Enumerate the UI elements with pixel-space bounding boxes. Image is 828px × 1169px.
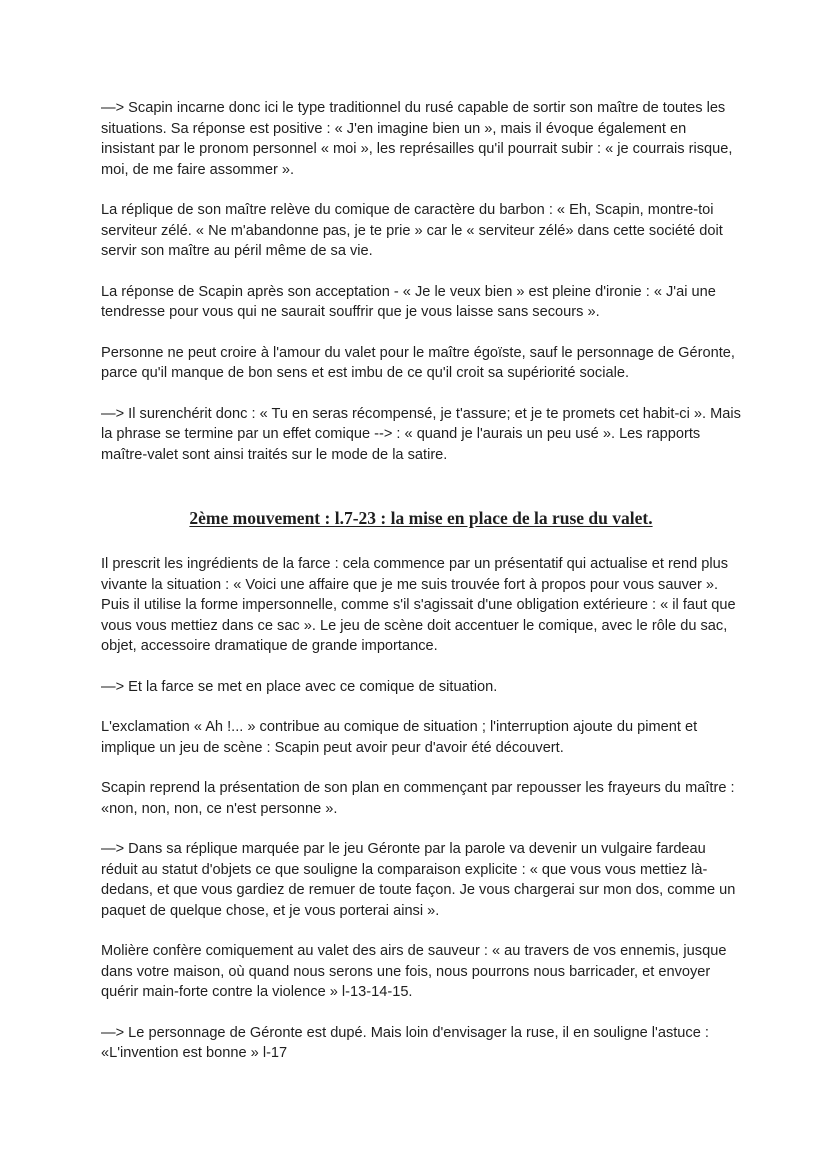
- paragraph-replique-maitre: La réplique de son maître relève du comique de caractère du barbon : « Eh, Scapin, montre-toi serviteur zélé. « Ne m'abandonne pas, je te prie » car le « serviteur zélé» dans cette société doit servir son maître au péril même de sa vie.: [101, 202, 723, 259]
- paragraph-exclamation: L'exclamation « Ah !... » contribue au comique de situation ; l'interruption ajoute du piment et implique un jeu de scène : Scapin peut avoir peur d'avoir été découvert.: [101, 719, 698, 756]
- paragraph-presentation-plan: Scapin reprend la présentation de son plan en commençant par repousser les frayeurs du maître : «non, non, non, ce n'est personne ».: [101, 780, 735, 817]
- paragraph-farce-situation: —> Et la farce se met en place avec ce comique de situation.: [101, 678, 498, 695]
- paragraph-geronte-dupe: —> Le personnage de Géronte est dupé. Mais loin d'envisager la ruse, il en souligne l'astuce : «L'invention est bonne » l-17: [101, 1024, 709, 1061]
- paragraph-replique-fardeau: —> Dans sa réplique marquée par le jeu Géronte par la parole va devenir un vulgaire fardeau réduit au statut d'objets ce que souligne la comparaison explicite : « que vous vous mettiez là-dedans, et que vous gardiez de remuer de toute façon. Je vous chargerai sur mon dos, comme un paquet de quelque chose, et je vous porterai ainsi ».: [101, 841, 736, 919]
- paragraph-amour-valet: Personne ne peut croire à l'amour du valet pour le maître égoïste, sauf le personnage de Géronte, parce qu'il manque de bon sens et est imbu de ce qu'il croit sa supériorité sociale.: [101, 344, 735, 381]
- paragraph-ingredients-farce: Il prescrit les ingrédients de la farce : cela commence par un présentatif qui actualise et rend plus vivante la situation : « Voici une affaire que je me suis trouvée fort à propos pour vous sauver ». Puis il utilise la forme impersonnelle, comme s'il s'agissait d'une obligation extérieure : « il faut que vous vous mettiez dans ce sac ». Le jeu de scène doit accentuer le comique, avec le rôle du sac, objet, accessoire dramatique de grande importance.: [101, 556, 736, 654]
- paragraph-reponse-scapin: La réponse de Scapin après son acceptation - « Je le veux bien » est pleine d'ironie : « J'ai une tendresse pour vous qui ne saurait souffrir que je vous laisse sans secours ».: [101, 283, 716, 320]
- document-body: [101, 98, 741, 1084]
- section-heading-2eme-mouvement: 2ème mouvement : l.7-23 : la mise en place de la ruse du valet.: [189, 508, 653, 528]
- paragraph-scapin-ruse: —> Scapin incarne donc ici le type traditionnel du rusé capable de sortir son maître de toutes les situations. Sa réponse est positive : « J'en imagine bien un », mais il évoque également en insistant par le pronom personnel « moi », les représailles qu'il pourrait subir : « je courrais risque, moi, de me faire assommer ».: [101, 100, 733, 178]
- paragraph-surencherit: —> Il surenchérit donc : « Tu en seras récompensé, je t'assure; et je te promets cet habit-ci ». Mais la phrase se termine par un effet comique --> : « quand je l'aurais un peu usé ». Les rapports maître-valet sont ainsi traités sur le mode de la satire.: [101, 405, 741, 463]
- paragraph-sauveur: Molière confère comiquement au valet des airs de sauveur : « au travers de vos ennemis, jusque dans votre maison, où quand nous serons une fois, nous pourrons nous barricader, et envoyer quérir main-forte contre la violence » l-13-14-15.: [101, 943, 727, 1000]
